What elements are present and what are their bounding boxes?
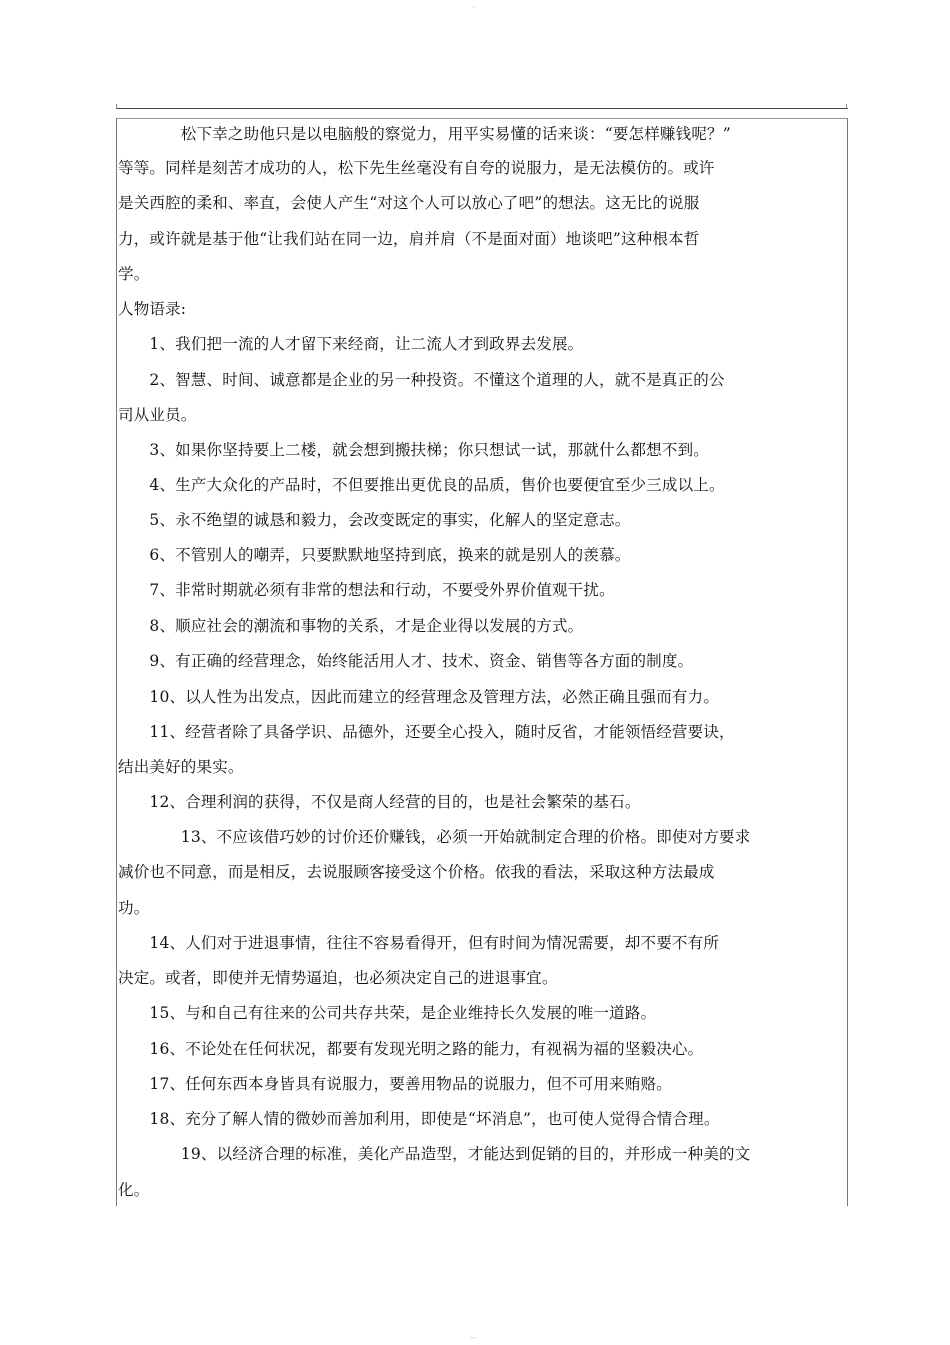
quote-line: 6、不管别人的嘲弄，只要默默地坚持到底，换来的就是别人的羡慕。 <box>118 546 631 564</box>
quote-line: 3、如果你坚持要上二楼，就会想到搬扶梯；你只想试一试，那就什么都想不到。 <box>118 441 709 459</box>
quote-line: 化。 <box>118 1181 150 1199</box>
section-heading: 人物语录: <box>118 300 187 318</box>
quote-line: 12、合理利润的获得，不仅是商人经营的目的，也是社会繁荣的基石。 <box>118 793 641 811</box>
top-rule <box>116 108 848 109</box>
quote-line: 14、人们对于进退事情，往往不容易看得开，但有时间为情况需要，却不要不有所 <box>118 934 720 952</box>
quote-line: 2、智慧、时间、诚意都是企业的另一种投资。不懂这个道理的人，就不是真正的公 <box>118 371 725 389</box>
quote-line: 19、以经济合理的标准，美化产品造型，才能达到促销的目的，并形成一种美的文 <box>118 1145 751 1163</box>
quote-line: 决定。或者，即使并无情势逼迫，也必须决定自己的进退事宜。 <box>118 969 558 987</box>
text-line: 等等。同样是刻苦才成功的人，松下先生丝毫没有自夸的说服力，是无法模仿的。或许 <box>118 159 715 177</box>
text-line: 力，或许就是基于他“让我们站在同一边，肩并肩（不是面对面）地谈吧”这种根本哲 <box>118 230 700 248</box>
quote-line: 司从业员。 <box>118 406 197 424</box>
quote-line: 13、不应该借巧妙的讨价还价赚钱，必须一开始就制定合理的价格。即使对方要求 <box>118 828 751 846</box>
quote-line: 功。 <box>118 899 150 917</box>
quote-line: 9、有正确的经营理念，始终能活用人才、技术、资金、销售等各方面的制度。 <box>118 652 694 670</box>
quote-line: 8、顺应社会的潮流和事物的关系，才是企业得以发展的方式。 <box>118 617 584 635</box>
quote-line: 5、永不绝望的诚恳和毅力，会改变既定的事实，化解人的坚定意志。 <box>118 511 631 529</box>
quote-line: 17、任何东西本身皆具有说服力，要善用物品的说服力，但不可用来贿赂。 <box>118 1075 672 1093</box>
quote-line: 16、不论处在任何状况，都要有发现光明之路的能力，有视祸为福的坚毅决心。 <box>118 1040 704 1058</box>
quote-line: 18、充分了解人情的微妙而善加利用，即使是“坏消息”，也可使人觉得合情合理。 <box>118 1110 720 1128</box>
quote-line: 11、经营者除了具备学识、品德外，还要全心投入，随时反省，才能领悟经营要诀， <box>118 723 735 741</box>
quote-line: 7、非常时期就必须有非常的想法和行动，不要受外界价值观干扰。 <box>118 581 615 599</box>
quote-line: 减价也不同意，而是相反，去说服顾客接受这个价格。依我的看法，采取这种方法最成 <box>118 863 715 881</box>
header-mark: - <box>472 2 476 12</box>
text-line: 学。 <box>118 265 150 283</box>
footer-mark: -- <box>470 1333 477 1343</box>
text-line: 是关西腔的柔和、率直，会使人产生“对这个人可以放心了吧”的想法。这无比的说服 <box>118 194 700 212</box>
quote-line: 结出美好的果实。 <box>118 758 244 776</box>
rule-tick-left <box>116 104 117 109</box>
text-line: 松下幸之助他只是以电脑般的察觉力，用平实易懂的话来谈：“要怎样赚钱呢？” <box>118 125 731 143</box>
rule-tick-right <box>846 104 847 109</box>
quote-line: 10、以人性为出发点，因此而建立的经营理念及管理方法，必然正确且强而有力。 <box>118 688 720 706</box>
quote-line: 15、与和自己有往来的公司共存共荣，是企业维持长久发展的唯一道路。 <box>118 1004 657 1022</box>
quote-line: 1、我们把一流的人才留下来经商，让二流人才到政界去发展。 <box>118 335 584 353</box>
quote-line: 4、生产大众化的产品时，不但要推出更优良的品质，售价也要便宜至少三成以上。 <box>118 476 725 494</box>
